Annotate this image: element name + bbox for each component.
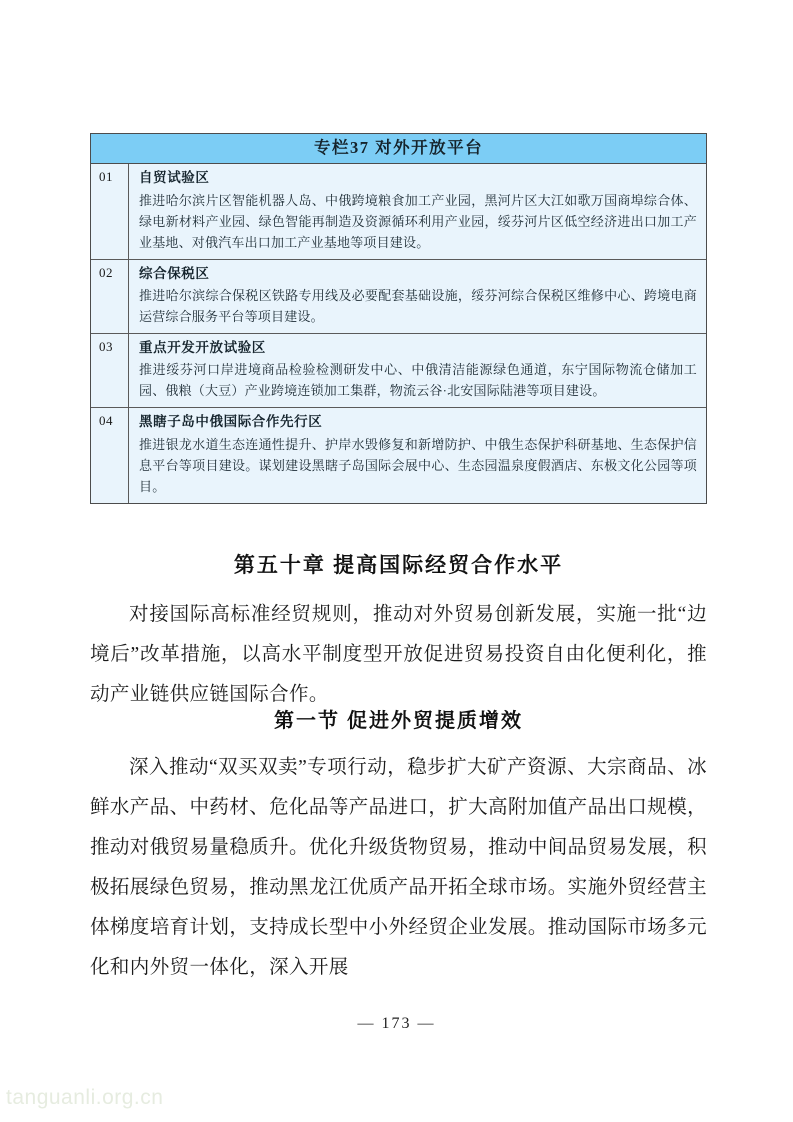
- chapter-paragraph: 对接国际高标准经贸规则，推动对外贸易创新发展，实施一批“边境后”改革措施，以高水平制度型开放促进贸易投资自由化便利化，推动产业链供应链国际合作。: [90, 604, 707, 705]
- callout-item-list: [91, 164, 706, 502]
- site-watermark: tanguanli.org.cn: [6, 1086, 164, 1109]
- callout-item-title: 重点开发开放试验区: [139, 340, 266, 355]
- callout-item-title: 综合保税区: [139, 265, 210, 281]
- callout-item-title: 黑瞎子岛中俄国际合作先行区: [139, 414, 323, 430]
- chapter-heading: 第五十章 提高国际经贸合作水平: [233, 553, 564, 577]
- callout-item-content: [129, 260, 706, 333]
- callout-item-content: [129, 408, 706, 502]
- page-number: — 173 —: [357, 1015, 436, 1032]
- callout-item-text: 推进银龙水道生态连通性提升、护岸水毁修复和新增防护、中俄生态保护科研基地、生态保护信息平台等项目建设。谋划建设黑瞎子岛国际会展中心、生态园温泉度假酒店、东极文化公园等项目。: [139, 436, 697, 494]
- callout-item-text: 推进哈尔滨片区智能机器人岛、中俄跨境粮食加工产业园，黑河片区大江如歌万国商埠综合体、绿电新材料产业园、绿色智能再制造及资源循环利用产业园，绥芬河片区低空经济进出口加工产业基地、对俄汽车出口加工产业基地等项目建设。: [139, 192, 697, 250]
- callout-item-row: [91, 164, 706, 259]
- callout-item-number: 03: [91, 334, 129, 407]
- callout-item-row: [91, 334, 706, 408]
- section-paragraph: 深入推动“双买双卖”专项行动，稳步扩大矿产资源、大宗商品、冰鲜水产品、中药材、危化品等产品进口，扩大高附加值产品出口规模，推动对俄贸易量稳质升。优化升级货物贸易，推动中间品贸易发展，积极拓展绿色贸易，推动黑龙江优质产品开拓全球市场。实施外贸经营主体梯度培育计划，支持成长型中小外经贸企业发展。推动国际市场多元化和内外贸一体化，深入开展: [90, 757, 707, 978]
- callout-item-number: 04: [91, 408, 129, 502]
- callout-header-title: 专栏37 对外开放平台: [91, 134, 706, 164]
- callout-item-row: [91, 408, 706, 502]
- callout-item-title: 自贸试验区: [139, 170, 210, 186]
- callout-item-content: [129, 334, 706, 407]
- callout-box-37: [90, 133, 707, 504]
- callout-item-row: [91, 260, 706, 334]
- callout-item-number: 02: [91, 260, 129, 333]
- section-heading: 第一节 促进外贸提质增效: [274, 710, 523, 732]
- callout-item-content: [129, 164, 706, 258]
- callout-item-text: 推进绥芬河口岸进境商品检验检测研发中心、中俄清洁能源绿色通道，东宁国际物流仓储加工园、俄粮（大豆）产业跨境连锁加工集群，物流云谷·北安国际陆港等项目建设。: [139, 362, 697, 399]
- callout-item-number: 01: [91, 164, 129, 258]
- callout-item-text: 推进哈尔滨综合保税区铁路专用线及必要配套基础设施，绥芬河综合保税区维修中心、跨境电商运营综合服务平台等项目建设。: [139, 287, 697, 324]
